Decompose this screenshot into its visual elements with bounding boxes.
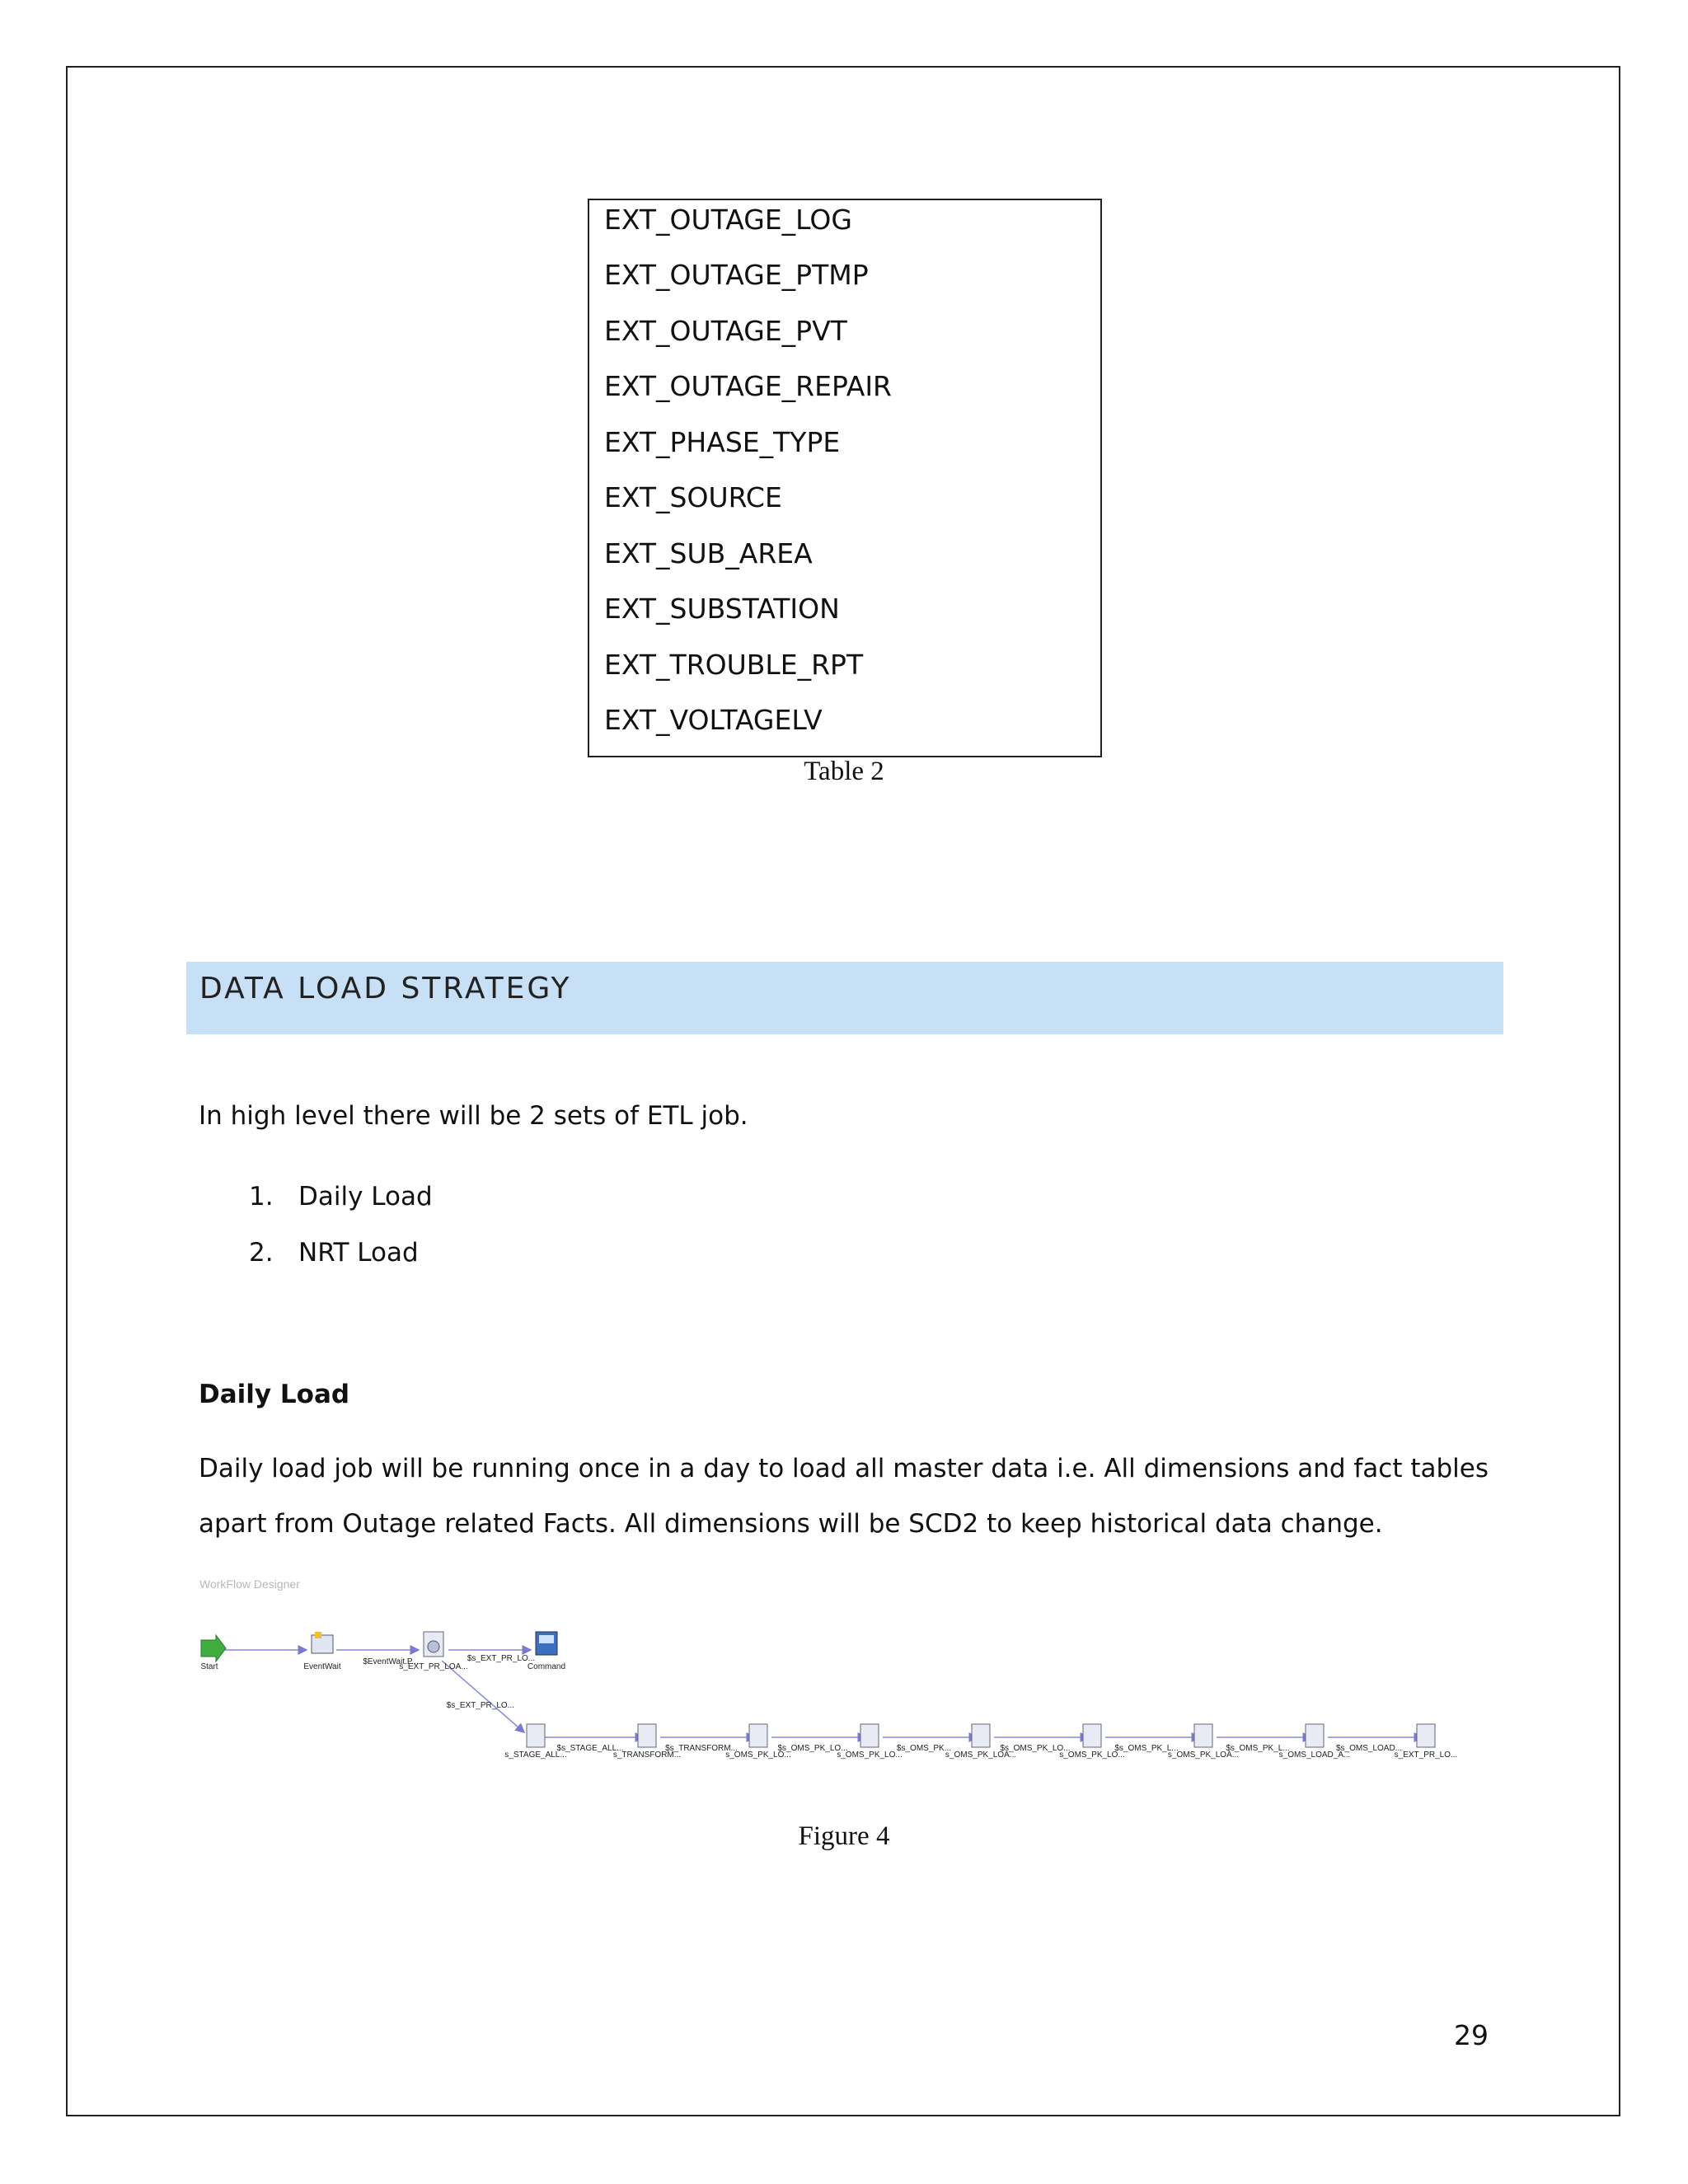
node-label: s_OMS_PK_LO... <box>725 1750 791 1760</box>
node-label: s_STAGE_ALL... <box>504 1750 567 1760</box>
link-label: $s_EXT_PR_LO... <box>446 1701 514 1710</box>
command-icon <box>536 1632 557 1655</box>
start-icon <box>201 1635 226 1661</box>
workflow-canvas <box>195 1574 1497 1772</box>
daily-load-paragraph-line-1: Daily load job will be running once in a day to load all master data i.e. All dimensions and fact tables <box>199 1454 1489 1483</box>
session-icon <box>424 1632 443 1657</box>
table-row: EXT_OUTAGE_PVT <box>604 315 847 347</box>
link-label: $s_STAGE_ALL... <box>556 1744 624 1753</box>
link-label: $EventWait.P... <box>363 1657 419 1666</box>
link-label: $s_OMS_PK... <box>896 1744 952 1753</box>
link-label: $s_OMS_LOAD... <box>1335 1744 1403 1753</box>
link-label: $s_OMS_PK_LO... <box>1000 1744 1071 1753</box>
table-row: EXT_SUB_AREA <box>604 537 813 569</box>
list-item: NRT Load <box>298 1238 419 1268</box>
node-label: s_OMS_PK_LO... <box>1059 1750 1125 1760</box>
list-number: 1. <box>249 1182 274 1212</box>
page-number: 29 <box>1454 2019 1489 2051</box>
table-row: EXT_OUTAGE_LOG <box>604 204 852 236</box>
node-label: s_EXT_PR_LOA... <box>399 1662 468 1671</box>
section-header <box>186 962 1503 1034</box>
workflow-diagram <box>195 1574 1497 1772</box>
daily-load-heading: Daily Load <box>199 1380 350 1409</box>
link-label: $s_OMS_PK_L... <box>1226 1744 1290 1753</box>
node-label: s_OMS_LOAD_A... <box>1278 1750 1351 1760</box>
daily-load-paragraph-line-2: apart from Outage related Facts. All dimensions will be SCD2 to keep historical data change. <box>199 1509 1383 1539</box>
link-label: $s_OMS_PK_LO... <box>777 1744 848 1753</box>
figure-caption: Figure 4 <box>798 1821 890 1851</box>
table-row: EXT_PHASE_TYPE <box>604 426 841 458</box>
link-label: $s_OMS_PK_L... <box>1114 1744 1179 1753</box>
event-wait-icon <box>312 1632 333 1653</box>
node-label: s_TRANSFORM... <box>612 1750 682 1760</box>
table-row: EXT_OUTAGE_PTMP <box>604 259 869 291</box>
section-title: DATA LOAD STRATEGY <box>199 972 572 1005</box>
table-row: EXT_TROUBLE_RPT <box>604 649 864 681</box>
workflow-title: WorkFlow Designer <box>199 1577 300 1591</box>
node-label: EventWait <box>303 1662 341 1671</box>
table-box <box>588 199 1102 757</box>
node-label: Command <box>527 1662 566 1671</box>
table-row: EXT_SUBSTATION <box>604 593 840 625</box>
node-label: s_EXT_PR_LO... <box>1394 1750 1458 1760</box>
table-row: EXT_OUTAGE_REPAIR <box>604 370 892 402</box>
table-row: EXT_VOLTAGELV <box>604 704 823 736</box>
node-label: Start <box>200 1662 218 1671</box>
intro-paragraph: In high level there will be 2 sets of ETL job. <box>199 1101 748 1131</box>
list-item: Daily Load <box>298 1182 433 1212</box>
table-row: EXT_SOURCE <box>604 481 782 513</box>
node-label: s_OMS_PK_LO... <box>837 1750 903 1760</box>
node-label: s_OMS_PK_LOA... <box>945 1750 1017 1760</box>
node-label: s_OMS_PK_LOA... <box>1167 1750 1240 1760</box>
link-label: $s_TRANSFORM... <box>665 1744 738 1753</box>
list-number: 2. <box>249 1238 274 1268</box>
table-caption: Table 2 <box>804 757 884 786</box>
link-label: $s_EXT_PR_LO... <box>467 1654 536 1663</box>
session-icon <box>527 1724 1435 1747</box>
